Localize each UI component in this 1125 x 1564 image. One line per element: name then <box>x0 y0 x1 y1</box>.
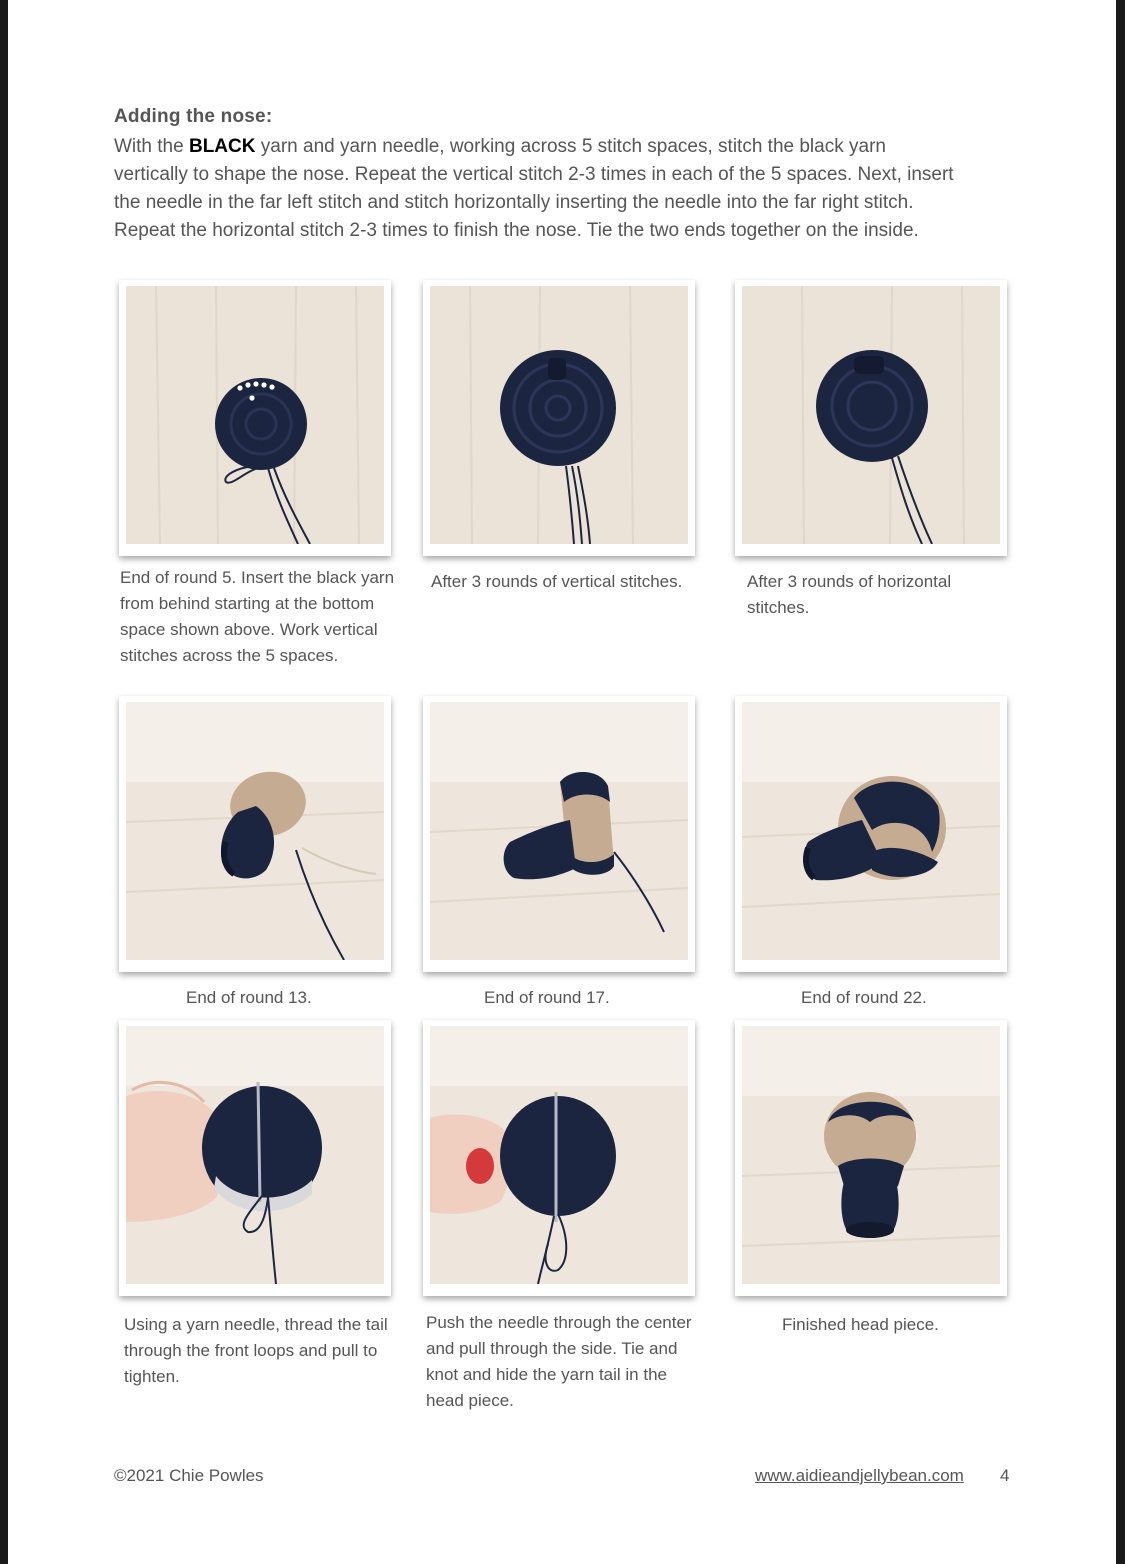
caption-step-5: End of round 17. <box>484 988 610 1007</box>
photo-image-round22 <box>742 702 1000 960</box>
photo-image-round13 <box>126 702 384 960</box>
intro-text-start: With the <box>114 136 189 157</box>
intro-text-rest: yarn and yarn needle, working across 5 stitch spaces, stitch the black yarn vertically to shape the nose. Repeat the vertical stitch 2-3 times in each of the 5 spaces. Next, insert the needle in the far left stitch and stitch horizontally inserting the needle into the far right stitch. Repeat the horizontal stitch 2-3 times to finish the nose. Tie the two ends together on the inside. <box>114 136 954 241</box>
photo-image-thread-tail <box>126 1026 384 1284</box>
instruction-page <box>8 0 1116 1564</box>
caption-step-9: Finished head piece. <box>782 1315 939 1334</box>
caption-step-1: End of round 5. Insert the black yarn from behind starting at the bottom space shown above. Work vertical stitches across the 5 spaces. <box>120 568 395 665</box>
photo-image-round5 <box>126 286 384 544</box>
photo-step-1 <box>119 280 391 556</box>
photo-image-horizontal-stitches <box>742 286 1000 544</box>
photo-image-finished-head <box>742 1026 1000 1284</box>
caption-step-6: End of round 22. <box>801 988 927 1007</box>
photo-step-4 <box>119 696 391 972</box>
intro-text-bold: BLACK <box>188 136 256 157</box>
footer-copyright: ©2021 Chie Powles <box>114 1466 264 1485</box>
footer-page-number: 4 <box>1000 1466 1010 1485</box>
caption-step-3: After 3 rounds of horizontal stitches. <box>747 572 952 617</box>
photo-image-round17 <box>430 702 688 960</box>
photo-step-5 <box>423 696 695 972</box>
section-heading: Adding the nose: <box>114 106 273 127</box>
photo-image-vertical-stitches <box>430 286 688 544</box>
photo-step-3 <box>735 280 1007 556</box>
photo-step-8 <box>423 1020 695 1296</box>
caption-step-7: Using a yarn needle, thread the tail through the front loops and pull to tighten. <box>124 1315 388 1386</box>
footer-website-link[interactable]: www.aidieandjellybean.com <box>755 1466 964 1485</box>
photo-step-7 <box>119 1020 391 1296</box>
photo-step-2 <box>423 280 695 556</box>
photo-image-push-needle <box>430 1026 688 1284</box>
photo-step-9 <box>735 1020 1007 1296</box>
intro-paragraph <box>114 133 964 245</box>
caption-step-4: End of round 13. <box>186 988 312 1007</box>
caption-step-8: Push the needle through the center and pull through the side. Tie and knot and hide the yarn tail in the head piece. <box>426 1313 692 1410</box>
caption-step-2: After 3 rounds of vertical stitches. <box>431 572 683 591</box>
photo-step-6 <box>735 696 1007 972</box>
